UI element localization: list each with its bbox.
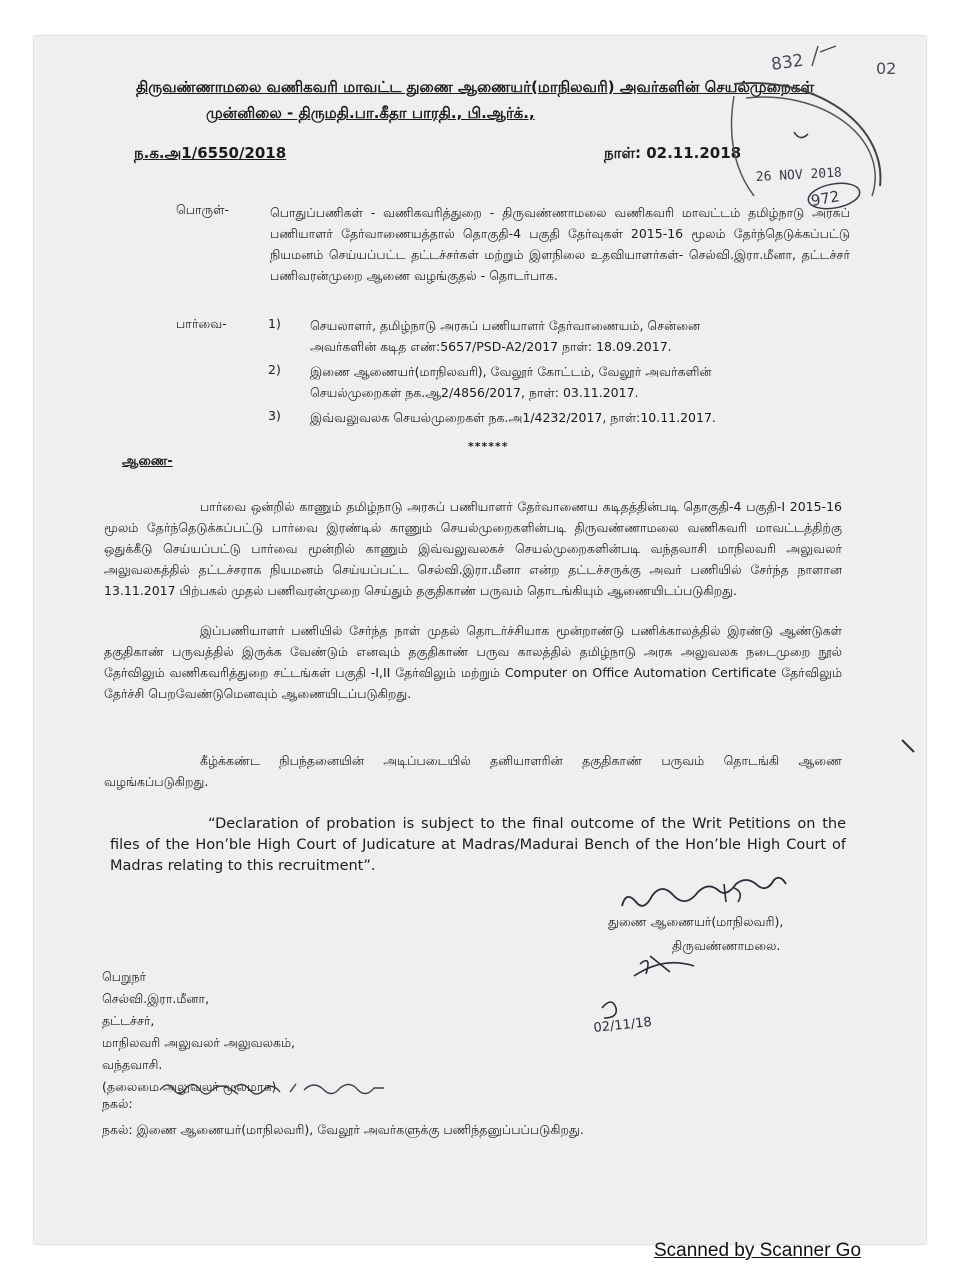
reference-number: ந.க.அ1/6550/2018: [134, 144, 287, 162]
reference-number-label: 1): [268, 316, 281, 331]
body-paragraph: [104, 750, 842, 792]
document-page: [34, 36, 926, 1244]
recipient-line: வந்தவாசி.: [102, 1057, 163, 1072]
order-label: ஆணை-: [122, 454, 173, 469]
body-paragraph: [104, 496, 842, 601]
signature: [622, 878, 786, 906]
recipient-block: [102, 966, 295, 1098]
received-stamp: [732, 83, 881, 212]
reference-item: [268, 316, 828, 360]
recipient-line: செல்வி.இரா.மீனா,: [102, 991, 210, 1006]
copy-label: நகல்:: [102, 1096, 133, 1111]
document-date: நாள்: 02.11.2018: [604, 144, 742, 162]
stamp-number: 972: [809, 187, 841, 210]
reference-line: செயலாளர், தமிழ்நாடு அரசுப் பணியாளர் தேர்வாணையம், சென்னை: [310, 318, 701, 333]
reference-line: இணை ஆணையர்(மாநிலவரி), வேலூர் கோட்டம், வேலூர் அவர்களின்: [310, 364, 712, 379]
reference-number-label: 2): [268, 362, 281, 377]
reference-number-label: 3): [268, 408, 281, 423]
scanner-watermark: Scanned by Scanner Go: [654, 1240, 862, 1261]
copy-label: நகல்:: [102, 1122, 133, 1137]
reference-item: [268, 362, 828, 406]
paragraph-text: பார்வை ஒன்றில் காணும் தமிழ்நாடு அரசுப் பணியாளர் தேர்வாணைய கடிதத்தின்படி தொகுதி-4 பகுதி-I 2015-16 மூலம் தேர்ந்தெடுக்கப்பட்டு பார்வை இரண்டில் காணும் செயல்முறைகளின்படி திருவண்ணாமலை வணிகவரி மாவட்டத்திற்கு ஒதுக்கீடு செய்யப்பட்டு பார்வை மூன்றில் காணும் இவ்வலுவலகச் செயல்முறைகளின்படி வந்தவாசி மாநிலவரி அலுவலர் அலுவலகத்தில் தட்டச்சராக நியமனம் செய்யப்பட்ட செல்வி.இரா.மீனா என்ற தட்டச்சருக்கு அவர் பணியில் சேர்ந்த நாளான 13.11.2017 பிற்பகல் முதல் பணிவரன்முறை செய்தும் தகுதிகாண் பருவம் தொடங்கியும் ஆணையிடப்படுகிறது.: [104, 499, 842, 598]
copy-text: இணை ஆணையர்(மாநிலவரி), வேலூர் அவர்களுக்கு பணிந்தனுப்பப்படுகிறது.: [136, 1122, 584, 1137]
signatory-designation: துணை ஆணையர்(மாநிலவரி),: [608, 914, 784, 929]
recipient-line: மாநிலவரி அலுவலர் அலுவலகம்,: [102, 1035, 295, 1050]
separator-stars: ******: [468, 440, 509, 453]
subject-text: பொதுப்பணிகள் - வணிகவரித்துறை - திருவண்ணாமலை வணிகவரி மாவட்டம் தமிழ்நாடு அரசுப் பணியாளர் தேர்வாணையத்தால் தொகுதி-4 பகுதி தேர்வுகள் 2015-16 மூலம் தேர்ந்தெடுக்கப்பட்டு நியமனம் செய்யப்பட்ட தட்டச்சர்கள் மற்றும் இளநிலை உதவியாளர்கள்- செல்வி.இரா.மீனா, தட்டச்சர் பணிவரன்முறை ஆணை வழங்குதல் - தொடர்பாக.: [270, 205, 850, 283]
declaration-content: “Declaration of probation is subject to the final outcome of the Writ Petitions on the files of the Hon’ble High Court of Judicature at Madras/Madurai Bench of the Hon’ble High Court of Madras relating to this recruitment”.: [110, 816, 846, 874]
stamp-date: 26 NOV 2018: [755, 165, 843, 185]
paragraph-text: கீழ்க்கண்ட நிபந்தனையின் அடிப்படையில் தனியாளரின் தகுதிகாண் பருவம் தொடங்கி ஆணை வழங்கப்படுகிறது.: [104, 753, 842, 789]
copy-line: [102, 1122, 584, 1139]
body-paragraph: [104, 620, 842, 704]
reference-line: இவ்வலுவலக செயல்முறைகள் நக.அ1/4232/2017, நாள்:10.11.2017.: [310, 410, 716, 425]
recipient-line: (தலைமை அலுவலர் மூலமாக): [102, 1079, 277, 1094]
copy-line: [102, 1096, 133, 1113]
declaration-text: [110, 814, 846, 877]
header-title: திருவண்ணாமலை வணிகவரி மாவட்ட துணை ஆணையர்(மாநிலவரி) அவர்களின் செயல்முறைகள்: [136, 78, 815, 96]
header-presence-line: முன்னிலை - திருமதி.பா.கீதா பாரதி., பி.ஆர்க்.,: [206, 104, 535, 122]
initials-date: 02/11/18: [592, 1014, 653, 1036]
subject-label: பொருள்-: [176, 202, 229, 217]
corner-note: 02: [876, 59, 897, 78]
recipient-line: தட்டச்சர்,: [102, 1013, 155, 1028]
references-label: பார்வை-: [176, 316, 227, 331]
recipient-label: பெறுநர்: [102, 969, 147, 984]
initials: [634, 956, 694, 976]
margin-tick: [902, 740, 914, 752]
reference-line: அவர்களின் கடித எண்:5657/PSD-A2/2017 நாள்: 18.09.2017.: [310, 339, 672, 354]
paragraph-text: இப்பணியாளர் பணியில் சேர்ந்த நாள் முதல் தொடர்ச்சியாக மூன்றாண்டு பணிக்காலத்தில் இரண்டு ஆண்டுகள் தகுதிகாண் பருவத்தில் இருக்க வேண்டும் எனவும் தகுதிகாண் பருவ காலத்தில் தமிழ்நாடு அரசு அலுவலக நடைமுறை நூல் தேர்விலும் வணிகவரித்துறை சட்டங்கள் பகுதி -I,II தேர்விலும் மற்றும் Computer on Office Automation Certificate தேர்விலும் தேர்ச்சி பெறவேண்டுமெனவும் ஆணையிடப்படுகிறது.: [104, 623, 842, 701]
reference-item: [268, 408, 828, 430]
reference-line: செயல்முறைகள் நக.ஆ2/4856/2017, நாள்: 03.11.2017.: [310, 385, 639, 400]
corner-note: 832: [769, 50, 805, 75]
signatory-place: திருவண்ணாமலை.: [672, 938, 781, 953]
